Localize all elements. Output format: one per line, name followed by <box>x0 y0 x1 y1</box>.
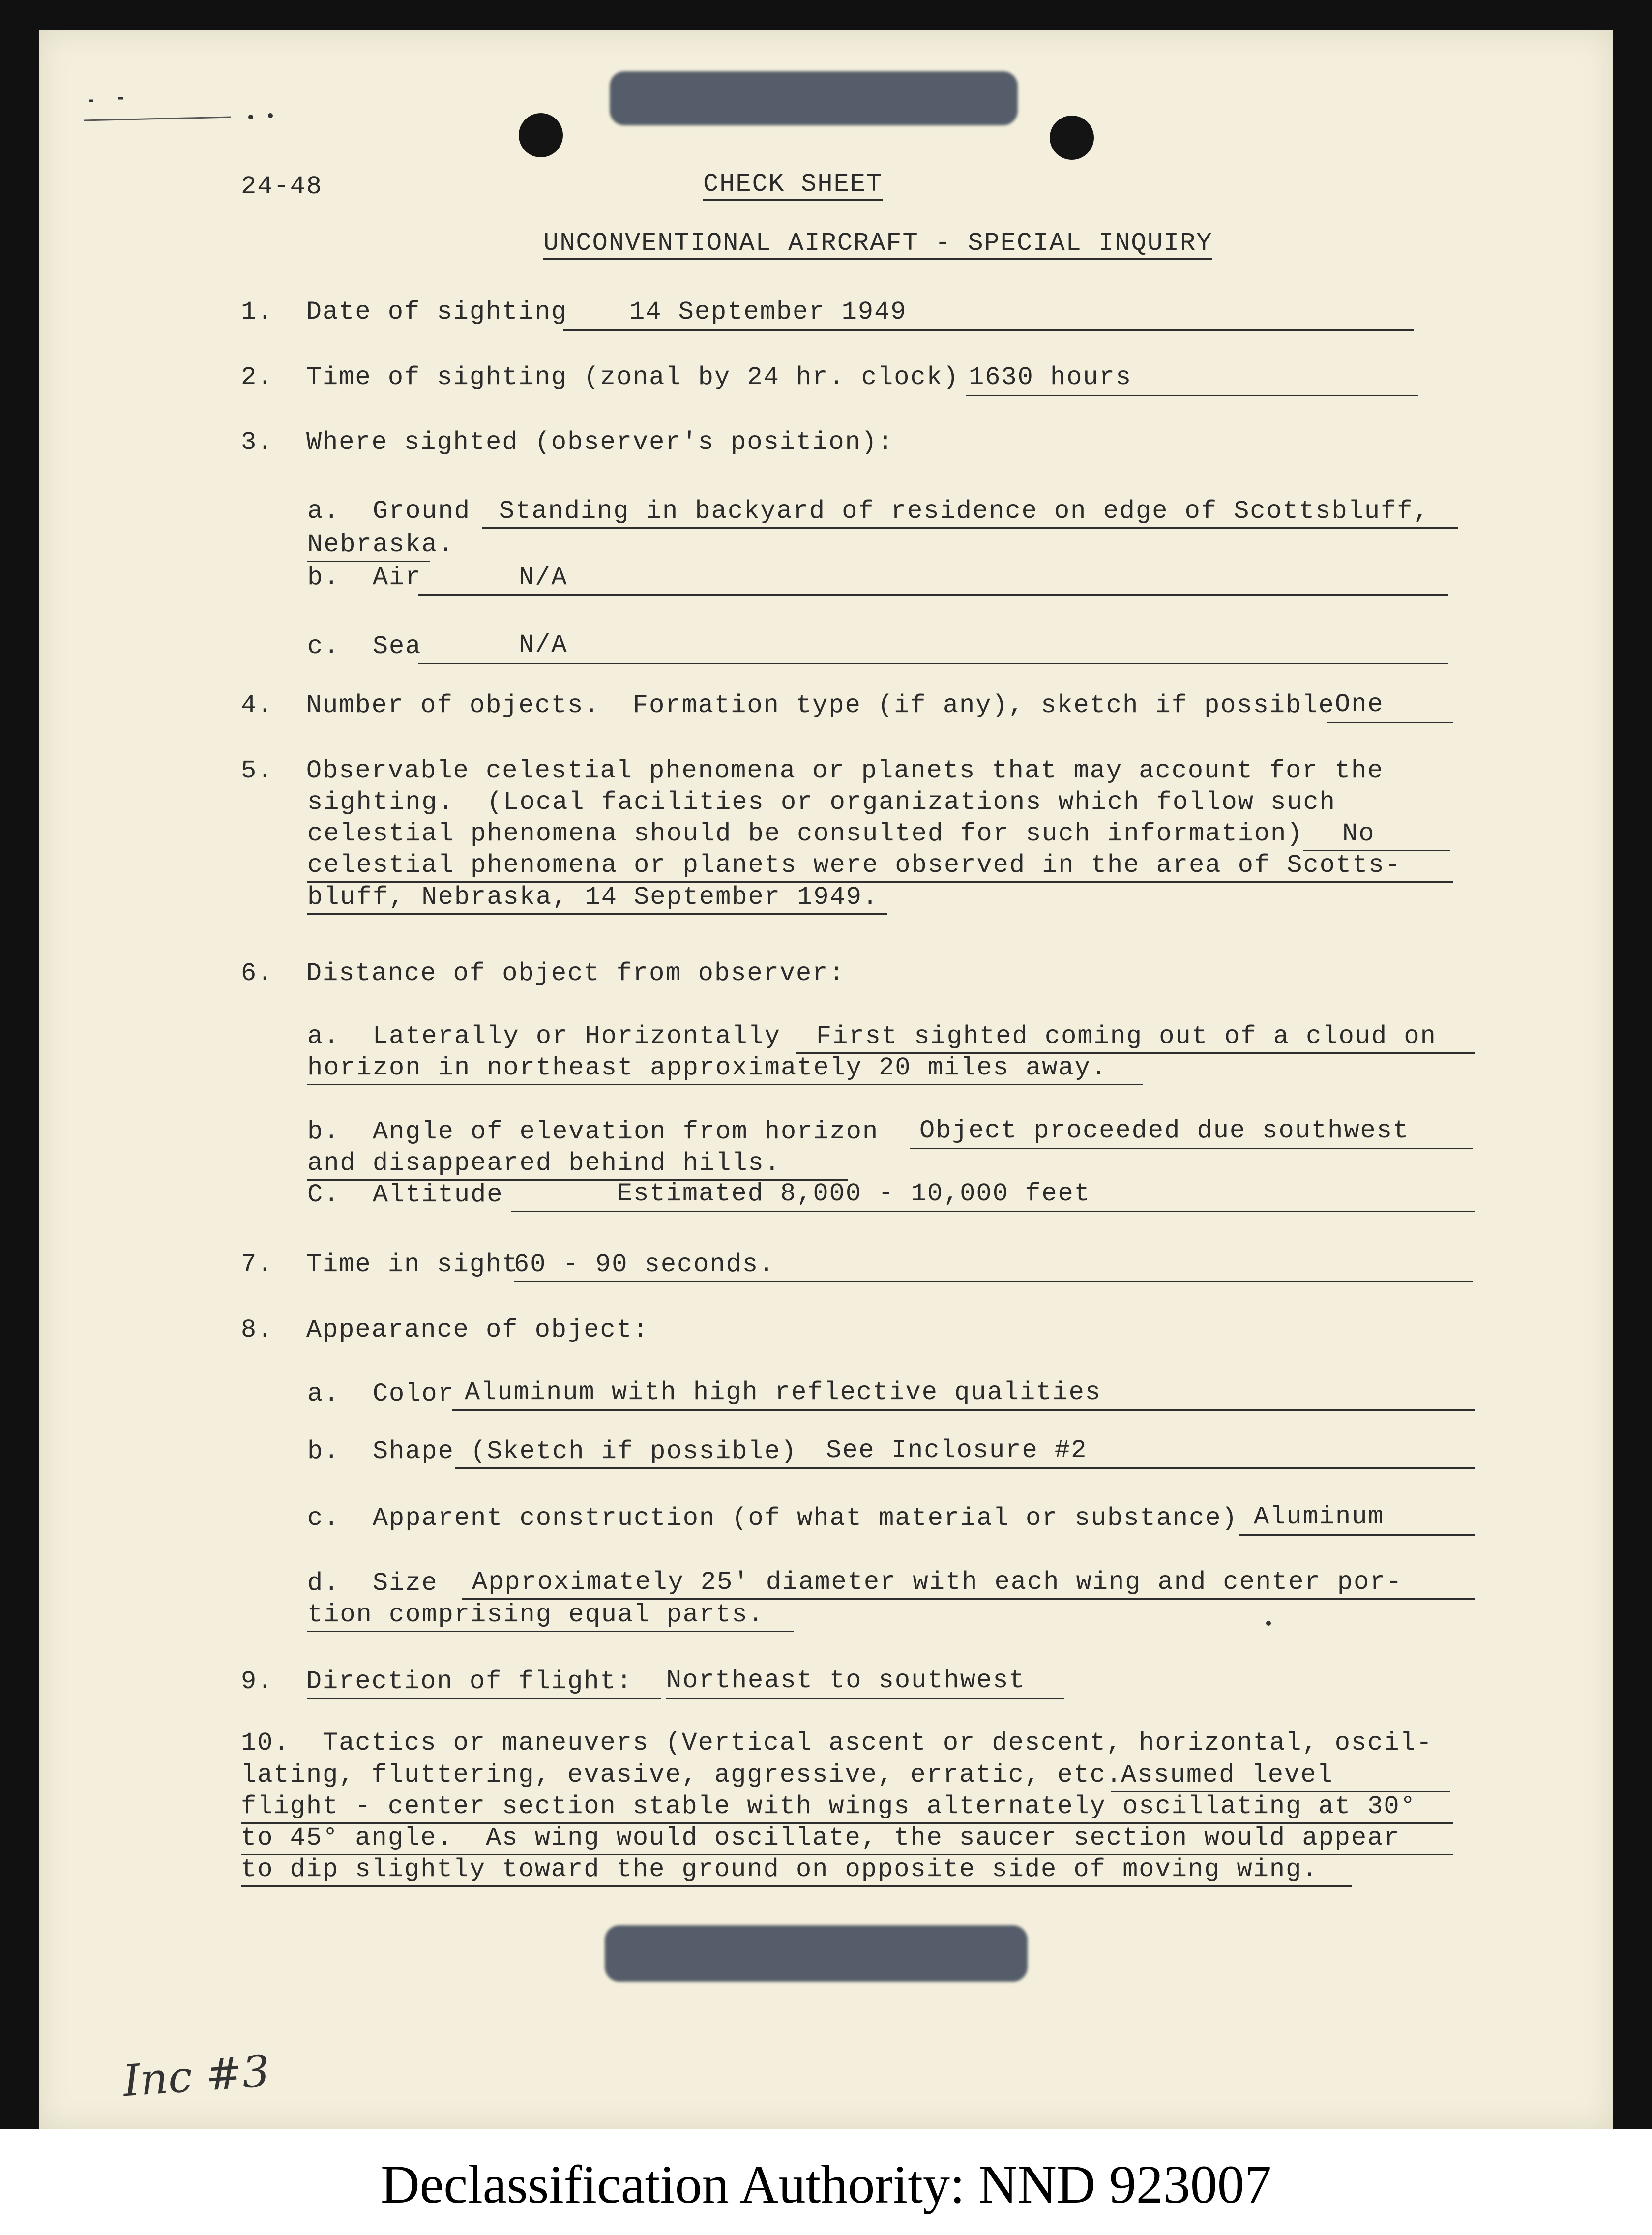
q8c-rule <box>1239 1534 1475 1536</box>
q8d-answer-1: Approximately 25' diameter with each wing and center por- <box>472 1568 1403 1597</box>
q4-label: 4. Number of objects. Formation type (if any), sketch if possible <box>241 691 1335 720</box>
q10-rule-4 <box>241 1885 1352 1887</box>
q3a-rule-2 <box>307 561 430 562</box>
handwritten-note: Inc #3 <box>121 2045 271 2107</box>
q5-line1: 5. Observable celestial phenomena or planets that may account for the <box>241 756 1384 785</box>
q8d-rule-2 <box>307 1631 794 1632</box>
q5-line3-answer: No <box>1342 819 1375 848</box>
q8b-answer: See Inclosure #2 <box>826 1436 1088 1465</box>
q5-line2: sighting. (Local facilities or organizations which follow such <box>307 788 1336 817</box>
q8a-answer: Aluminum with high reflective qualities <box>465 1378 1101 1407</box>
q6c-label: C. Altitude <box>307 1180 503 1209</box>
q3b-answer: N/A <box>519 563 568 592</box>
q3a-answer-1: Standing in backyard of residence on edge of Scottsbluff, <box>499 497 1430 526</box>
q10-line3: flight - center section stable with wings alternately oscillating at 30° <box>241 1792 1416 1821</box>
q10-line2: lating, fluttering, evasive, aggressive, erratic, etc. <box>241 1760 1123 1789</box>
q2-rule <box>966 395 1418 396</box>
q8d-label: d. Size <box>307 1569 438 1598</box>
q10-line2-answer: Assumed level <box>1121 1760 1333 1789</box>
q6b-rule-1 <box>910 1148 1473 1149</box>
q6a-answer-2: horizon in northeast approximately 20 miles away. <box>307 1053 1108 1082</box>
q6-label: 6. Distance of object from observer: <box>241 959 845 988</box>
q8d-rule-1 <box>462 1598 1475 1600</box>
q5-line5: bluff, Nebraska, 14 September 1949. <box>307 883 879 912</box>
q8d-answer-2: tion comprising equal parts. <box>307 1600 765 1629</box>
q6b-label: b. Angle of elevation from horizon <box>307 1117 879 1146</box>
q9-rule-2 <box>666 1698 1064 1699</box>
q8a-label: a. Color <box>307 1379 454 1408</box>
q6a-label: a. Laterally or Horizontally <box>307 1022 781 1051</box>
q6b-answer-1: Object proceeded due southwest <box>919 1116 1410 1145</box>
q8-label: 8. Appearance of object: <box>241 1315 649 1344</box>
redaction-top <box>610 71 1018 125</box>
q6c-answer: Estimated 8,000 - 10,000 feet <box>617 1179 1091 1208</box>
q4-answer: One <box>1335 690 1384 719</box>
punch-hole-left <box>519 113 563 157</box>
q3c-answer: N/A <box>519 630 568 659</box>
q3a-answer-2: Nebraska. <box>307 530 454 559</box>
q2-label: 2. Time of sighting (zonal by 24 hr. clock) <box>241 363 960 392</box>
footer-text: Declassification Authority: NND 923007 <box>381 2154 1271 2214</box>
q3c-rule <box>418 663 1448 664</box>
form-title: CHECK SHEET <box>703 170 883 201</box>
q1-answer: 14 September 1949 <box>629 298 907 327</box>
q1-rule <box>563 329 1414 331</box>
q7-rule <box>514 1281 1473 1282</box>
q10-line4: to 45° angle. As wing would oscillate, the saucer section would appear <box>241 1823 1400 1852</box>
q6b-answer-2: and disappeared behind hills. <box>307 1149 781 1178</box>
q7-answer: 60 - 90 seconds. <box>514 1250 775 1279</box>
q1-label: 1. Date of sighting <box>241 298 568 327</box>
document-page <box>39 30 1613 2129</box>
ink-dot <box>1266 1621 1271 1626</box>
q3b-rule <box>418 594 1448 596</box>
q6c-rule <box>511 1211 1475 1212</box>
q8c-label: c. Apparent construction (of what material or substance) <box>307 1504 1238 1533</box>
q10-line1: 10. Tactics or maneuvers (Vertical ascent or descent, horizontal, oscil- <box>241 1728 1433 1758</box>
q9-rule-1 <box>307 1698 661 1699</box>
q8a-rule <box>452 1409 1475 1411</box>
q9-answer: Northeast to southwest <box>666 1666 1026 1695</box>
q8b-rule <box>455 1467 1475 1469</box>
q2-answer: 1630 hours <box>969 363 1132 392</box>
redaction-bottom <box>605 1925 1028 1982</box>
q6a-rule-2 <box>307 1084 1143 1085</box>
form-number: 24-48 <box>241 172 323 201</box>
form-subtitle: UNCONVENTIONAL AIRCRAFT - SPECIAL INQUIRY <box>543 229 1212 260</box>
q8b-label: b. Shape (Sketch if possible) <box>307 1437 797 1466</box>
q5-line4: celestial phenomena or planets were observed in the area of Scotts- <box>307 851 1401 880</box>
q9-label: 9. Direction of flight: <box>241 1667 633 1696</box>
q3c-label: c. Sea <box>307 632 422 661</box>
q5-line3: celestial phenomena should be consulted for such information) <box>307 819 1303 848</box>
q3b-label: b. Air <box>307 563 422 592</box>
q8c-answer: Aluminum <box>1254 1502 1385 1531</box>
q3-label: 3. Where sighted (observer's position): <box>241 428 894 457</box>
q5-rule-3 <box>307 913 887 915</box>
declassification-footer <box>0 2134 1652 2235</box>
q7-label: 7. Time in sight <box>241 1250 519 1279</box>
punch-hole-right <box>1050 116 1094 160</box>
q4-rule <box>1328 722 1453 723</box>
pencil-marks <box>84 79 295 133</box>
q3a-rule-1 <box>482 527 1458 529</box>
q3a-label: a. Ground <box>307 497 471 526</box>
q6a-answer-1: First sighted coming out of a cloud on <box>816 1022 1437 1051</box>
q10-line5: to dip slightly toward the ground on opposite side of moving wing. <box>241 1855 1319 1884</box>
